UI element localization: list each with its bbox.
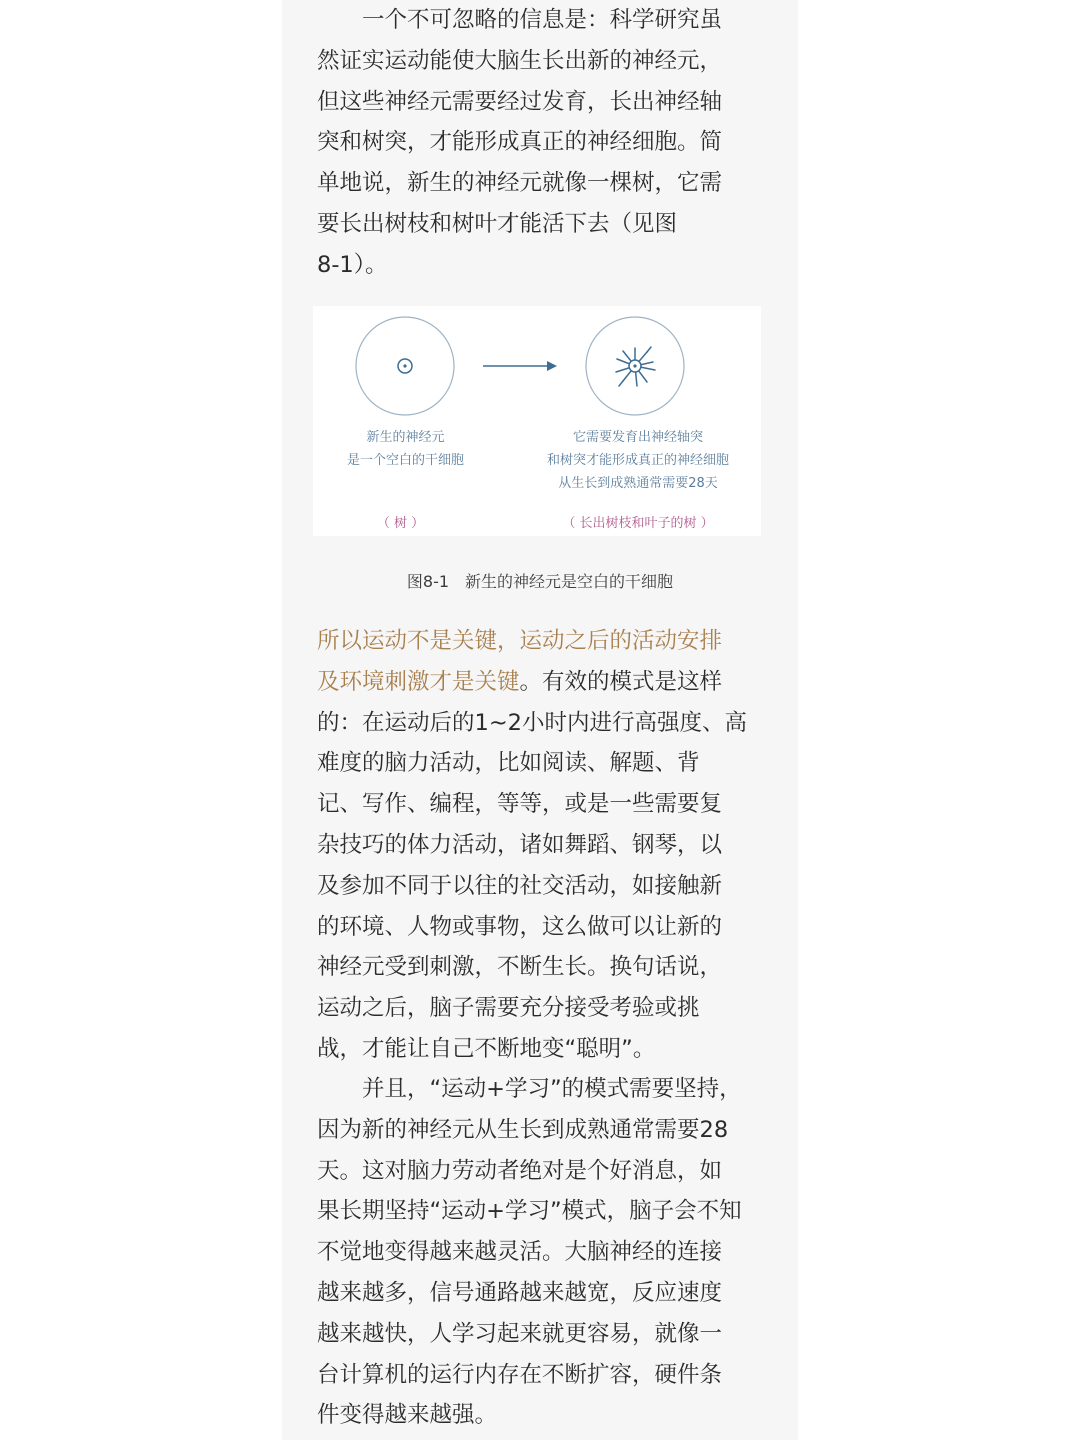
text-line: 8-1）。 xyxy=(317,251,388,278)
text-line: 的环境、人物或事物，这么做可以让新的 xyxy=(317,913,723,940)
text-line: 果长期坚持“运动+学习”模式，脑子会不知 xyxy=(317,1198,742,1225)
text-line: 单地说，新生的神经元就像一棵树，它需 xyxy=(317,170,723,197)
text-line: 神经元受到刺激，不断生长。换句话说， xyxy=(317,954,723,981)
highlight-line: 所以运动不是关键，运动之后的活动安排 xyxy=(317,628,723,654)
arrow-head-icon xyxy=(547,361,557,371)
paragraph-1 xyxy=(317,0,759,286)
text-line: 不觉地变得越来越灵活。大脑神经的连接 xyxy=(317,1239,723,1266)
text-line: 杂技巧的体力活动，诸如舞蹈、钢琴，以 xyxy=(317,831,723,858)
neuron-diagram xyxy=(313,306,761,536)
text-line: 天。这对脑力劳动者绝对是个好消息，如 xyxy=(317,1157,723,1184)
left-tag: （ 树 ） xyxy=(376,516,425,531)
right-label-line: 它需要发育出神经轴突 xyxy=(572,430,703,445)
text-line-content: 一个不可忽略的信息是：科学研究虽 xyxy=(362,7,723,33)
text-line: 的：在运动后的1~2小时内进行高强度、高 xyxy=(317,709,747,736)
text-line-content: 。有效的模式是这样 xyxy=(519,668,723,695)
text-line: 越来越多，信号通路越来越宽，反应速度 xyxy=(317,1279,723,1306)
nucleus-dot xyxy=(403,364,406,367)
left-label xyxy=(323,426,488,472)
text-line: 因为新的神经元从生长到成熟通常需要28 xyxy=(317,1116,729,1143)
left-label-line: 是一个空白的干细胞 xyxy=(346,453,464,468)
text-line xyxy=(317,0,759,41)
figure-caption: 图8-1 新生的神经元是空白的干细胞 xyxy=(406,572,674,591)
neuron-nucleus xyxy=(633,364,636,367)
text-line xyxy=(317,1069,759,1110)
right-label xyxy=(524,426,752,495)
text-line: 战，才能让自己不断地变“聪明”。 xyxy=(317,1035,656,1062)
text-line: 件变得越来越强。 xyxy=(317,1402,498,1429)
text-line: 及参加不同于以往的社交活动，如接触新 xyxy=(317,872,723,899)
text-line: 越来越快，人学习起来就更容易，就像一 xyxy=(317,1320,723,1347)
text-line: 然证实运动能使大脑生长出新的神经元， xyxy=(317,47,723,74)
left-label-line: 新生的神经元 xyxy=(366,430,445,445)
text-line: 要长出树枝和树叶才能活下去（见图 xyxy=(317,210,678,237)
paragraph-3 xyxy=(317,1069,759,1436)
text-line xyxy=(317,662,759,703)
text-line: 突和树突，才能形成真正的神经细胞。简 xyxy=(317,129,723,156)
right-tag: （ 长出树枝和叶子的树 ） xyxy=(562,516,714,531)
text-line-content: 并且，“运动+学习”的模式需要坚持， xyxy=(362,1076,742,1102)
text-line: 但这些神经元需要经过发育，长出神经轴 xyxy=(317,88,723,115)
text-line: 运动之后，脑子需要充分接受考验或挑 xyxy=(317,995,700,1022)
figure-8-1 xyxy=(313,306,761,536)
paragraph-2 xyxy=(317,621,759,1070)
right-label-line: 从生长到成熟通常需要28天 xyxy=(558,476,718,491)
text-line: 记、写作、编程，等等，或是一些需要复 xyxy=(317,791,723,818)
text-line: 台计算机的运行内存在不断扩容，硬件条 xyxy=(317,1361,723,1388)
text-line: 难度的脑力活动，比如阅读、解题、背 xyxy=(317,750,700,777)
page xyxy=(282,0,798,1440)
highlight-text: 及环境刺激才是关键 xyxy=(317,668,520,695)
right-label-line: 和树突才能形成真正的神经细胞 xyxy=(546,453,729,468)
